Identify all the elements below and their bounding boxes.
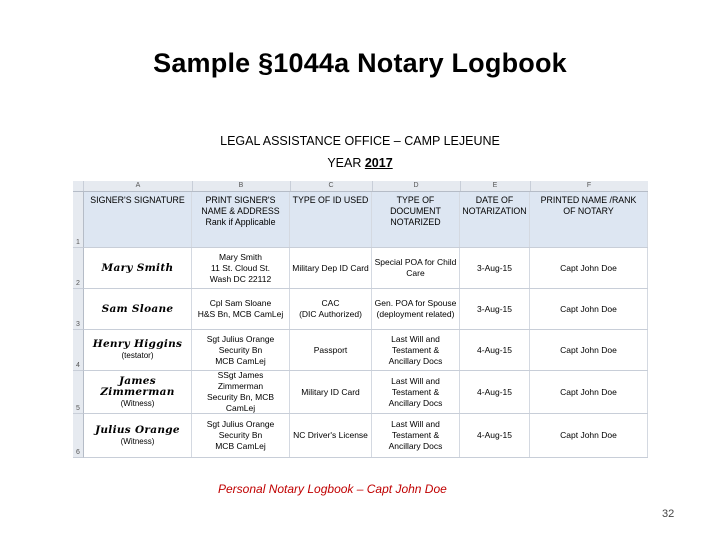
document-type-line: Last Will and — [391, 419, 440, 429]
table-cell[interactable] — [192, 289, 290, 329]
table-cell[interactable] — [84, 289, 192, 329]
table-cell[interactable] — [372, 330, 460, 370]
notarization-date-line: 3-Aug-15 — [477, 262, 512, 273]
signature: Mary Smith — [101, 261, 174, 274]
header-line: NOTARIZED — [390, 217, 441, 227]
column-letter-a[interactable]: A — [84, 181, 193, 191]
table-cell[interactable] — [372, 289, 460, 329]
id-type-line: NC Driver's License — [293, 430, 368, 440]
row-number[interactable] — [73, 371, 84, 414]
document-type-line: Ancillary Docs — [388, 355, 443, 366]
table-row — [84, 289, 648, 330]
document-type-line: Last Will and — [391, 333, 440, 344]
table-cell[interactable] — [84, 414, 192, 457]
header-line: PRINT SIGNER'S — [205, 195, 276, 205]
name-address-line: MCB CamLej — [215, 441, 266, 451]
column-header-bar — [73, 181, 648, 192]
header-line: DATE OF — [475, 195, 514, 205]
header-line: TYPE OF ID USED — [292, 195, 369, 205]
row-number-label: 6 — [76, 449, 80, 456]
row-number-label: 4 — [76, 362, 80, 369]
id-type-line: (DIC Authorized) — [299, 309, 362, 319]
header-line: OF NOTARY — [563, 206, 614, 216]
name-address-line: Sgt Julius Orange — [206, 419, 275, 429]
document-type-line: Care — [406, 268, 425, 278]
notarization-date-line: 4-Aug-15 — [477, 344, 512, 355]
id-type-line: CAC — [321, 298, 340, 308]
table-cell[interactable] — [192, 248, 290, 288]
slide-title: Sample §1044a Notary Logbook — [153, 48, 567, 78]
header-row — [84, 192, 648, 248]
table-cell[interactable] — [192, 330, 290, 370]
row-number[interactable] — [73, 330, 84, 371]
notarization-date-line: 3-Aug-15 — [477, 303, 512, 314]
document-type-line: (deployment related) — [376, 309, 455, 319]
caption: Personal Notary Logbook – Capt John Doe — [218, 482, 447, 496]
table-row — [84, 248, 648, 289]
header-line: PRINTED NAME /RANK — [540, 195, 637, 205]
column-letter-c[interactable]: C — [290, 181, 373, 191]
header-cell[interactable] — [290, 192, 372, 247]
table-cell[interactable] — [290, 414, 372, 457]
name-address-line: SSgt James — [217, 370, 264, 380]
header-cell[interactable] — [192, 192, 290, 247]
document-type-line: Last Will and — [391, 375, 440, 386]
header-line: SIGNER'S SIGNATURE — [90, 195, 185, 205]
table-cell[interactable] — [530, 371, 648, 413]
table-cell[interactable] — [372, 371, 460, 413]
table-row — [84, 371, 648, 414]
notary-name-line: Capt John Doe — [560, 430, 617, 440]
name-address-line: MCB CamLej — [215, 355, 266, 366]
column-letter-b[interactable]: B — [192, 181, 291, 191]
row-number-label: 5 — [76, 405, 80, 412]
name-address-line: Mary Smith — [219, 251, 262, 262]
year-heading — [0, 156, 720, 170]
id-type-line: Military Dep ID Card — [292, 262, 369, 273]
header-line: NOTARIZATION — [462, 206, 527, 216]
table-cell[interactable] — [192, 414, 290, 457]
column-letter-f[interactable]: F — [530, 181, 648, 191]
row-number[interactable] — [73, 248, 84, 289]
signer-role: (Witness) — [120, 436, 155, 446]
document-type-line: Testament & — [391, 344, 440, 355]
table-cell[interactable] — [290, 330, 372, 370]
name-address-line: Security Bn — [218, 344, 263, 355]
year-value: 2017 — [364, 156, 393, 170]
table-cell[interactable] — [84, 371, 192, 413]
table-cell[interactable] — [460, 414, 530, 457]
table-cell[interactable] — [530, 289, 648, 329]
name-address-line: 11 St. Cloud St. — [211, 262, 270, 273]
document-type-line: Testament & — [391, 386, 440, 397]
table-row — [84, 414, 648, 458]
column-letter-e[interactable]: E — [460, 181, 531, 191]
header-line: NAME & ADDRESS — [201, 206, 280, 216]
table-cell[interactable] — [84, 330, 192, 370]
office-heading: LEGAL ASSISTANCE OFFICE – CAMP LEJEUNE — [220, 134, 500, 148]
signature: Sam Sloane — [101, 302, 174, 315]
document-type-line: Gen. POA for Spouse — [374, 298, 457, 308]
name-address-line: CamLej — [225, 403, 256, 413]
row-number-label: 1 — [76, 239, 80, 246]
signer-role: (testator) — [121, 351, 154, 360]
name-address-line: Zimmerman — [217, 381, 264, 391]
name-address-line: Security Bn, MCB — [206, 392, 275, 402]
table-cell[interactable] — [460, 248, 530, 288]
table-cell[interactable] — [290, 289, 372, 329]
name-address-line: Security Bn — [218, 430, 263, 440]
document-type-line: Ancillary Docs — [388, 397, 443, 408]
table-cell[interactable] — [530, 330, 648, 370]
table-cell[interactable] — [84, 248, 192, 288]
signature: Henry Higgins — [92, 338, 183, 350]
signature: James Zimmerman — [100, 374, 175, 398]
column-letter-d[interactable]: D — [372, 181, 461, 191]
signature: Julius Orange — [95, 423, 180, 436]
table-cell[interactable] — [460, 289, 530, 329]
name-address-line: Wash DC 22112 — [209, 273, 272, 284]
table-cell[interactable] — [460, 330, 530, 370]
id-type-line: Passport — [313, 344, 348, 355]
header-cell[interactable] — [530, 192, 648, 247]
table-cell[interactable] — [290, 248, 372, 288]
document-type-line: Ancillary Docs — [388, 441, 443, 451]
notary-name-line: Capt John Doe — [560, 386, 617, 397]
row-number-label: 3 — [76, 321, 80, 328]
table-cell[interactable] — [530, 248, 648, 288]
notarization-date-line: 4-Aug-15 — [477, 386, 512, 397]
row-number-label: 2 — [76, 280, 80, 287]
notary-name-line: Capt John Doe — [560, 344, 617, 355]
header-cell[interactable] — [460, 192, 530, 247]
notarization-date-line: 4-Aug-15 — [477, 430, 512, 440]
name-address-line: Cpl Sam Sloane — [209, 298, 272, 308]
row-number[interactable] — [73, 289, 84, 330]
row-number[interactable] — [73, 192, 84, 248]
id-type-line: Military ID Card — [301, 386, 360, 397]
logbook-spreadsheet — [73, 181, 648, 463]
table-cell[interactable] — [192, 371, 290, 413]
table-cell[interactable] — [372, 248, 460, 288]
notary-name-line: Capt John Doe — [560, 262, 617, 273]
row-number[interactable] — [73, 414, 84, 458]
header-cell[interactable] — [84, 192, 192, 247]
notary-name-line: Capt John Doe — [560, 303, 617, 314]
header-line: DOCUMENT — [390, 206, 441, 216]
table-cell[interactable] — [372, 414, 460, 457]
table-row — [84, 330, 648, 371]
year-label: YEAR — [327, 156, 362, 170]
name-address-line: H&S Bn, MCB CamLej — [197, 309, 284, 319]
header-cell[interactable] — [372, 192, 460, 247]
document-type-line: Testament & — [391, 430, 440, 440]
table-cell[interactable] — [530, 414, 648, 457]
signer-role: (Witness) — [120, 398, 155, 408]
corner-cell[interactable] — [73, 181, 84, 191]
table-cell[interactable] — [460, 371, 530, 413]
header-line: TYPE OF — [396, 195, 435, 205]
header-line: Rank if Applicable — [205, 217, 276, 227]
page-number: 32 — [662, 508, 675, 520]
document-type-line: Special POA for Child — [374, 257, 457, 267]
name-address-line: Sgt Julius Orange — [206, 333, 275, 344]
table-cell[interactable] — [290, 371, 372, 413]
